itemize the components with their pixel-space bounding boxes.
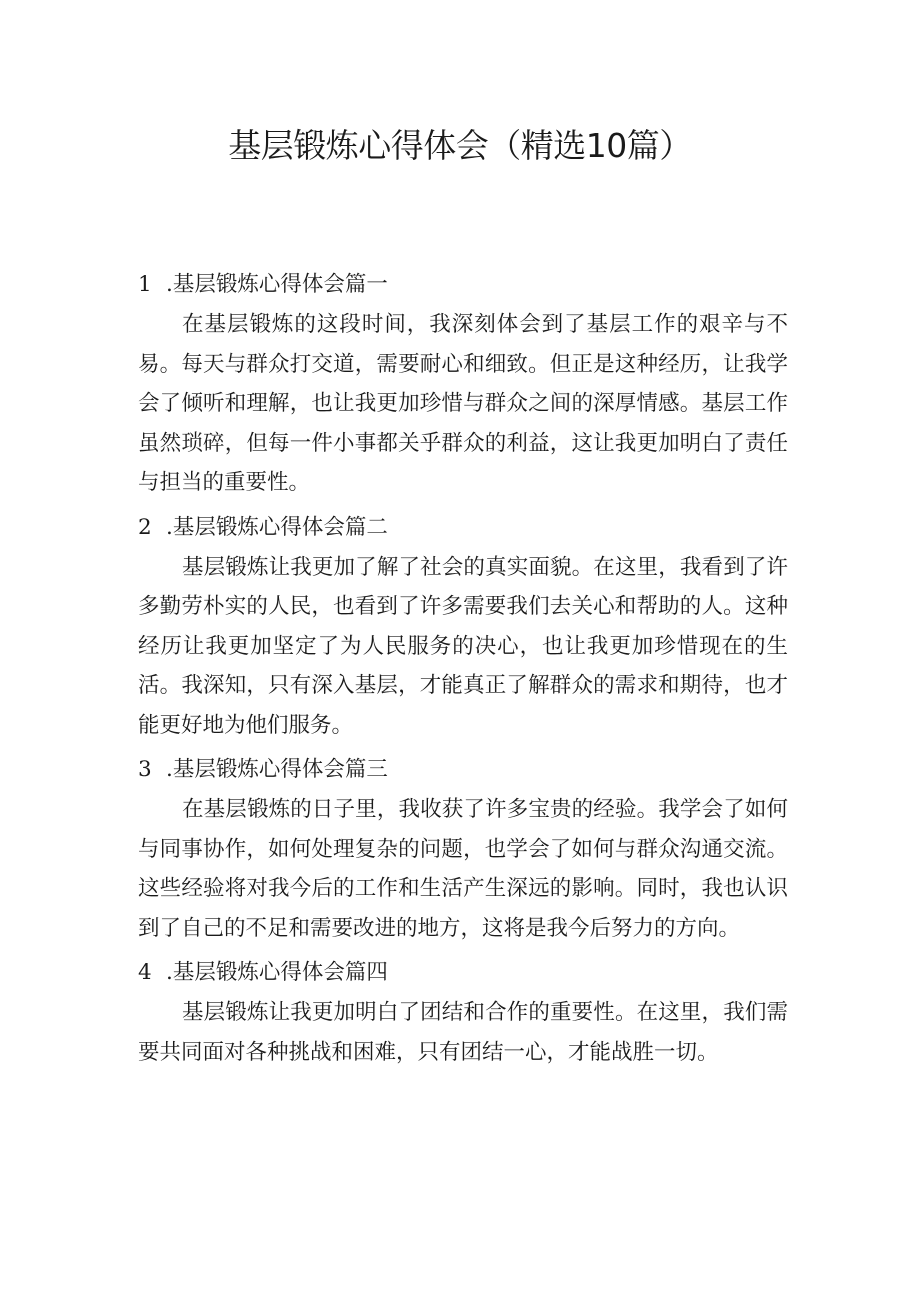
- section-number: 3: [138, 757, 152, 782]
- section-heading-text: .基层锻炼心得体会篇一: [166, 272, 388, 297]
- section-1: [138, 265, 788, 503]
- section-heading: [138, 750, 788, 790]
- section-3: [138, 750, 788, 948]
- section-number: 2: [138, 514, 152, 540]
- section-number: 1: [138, 272, 152, 297]
- section-body: 基层锻炼让我更加明白了团结和合作的重要性。在这里，我们需要共同面对各种挑战和困难，只有团结一心，才能战胜一切。: [138, 1000, 788, 1065]
- section-body: 基层锻炼让我更加了解了社会的真实面貌。在这里，我看到了许多勤劳朴实的人民，也看到了许多需要我们去关心和帮助的人。这种经历让我更加坚定了为人民服务的决心，也让我更加珍惜现在的生活。我深知，只有深入基层，才能真正了解群众的需求和期待，也才能更好地为他们服务。: [138, 554, 788, 738]
- section-body: 在基层锻炼的这段时间，我深刻体会到了基层工作的艰辛与不易。每天与群众打交道，需要耐心和细致。但正是这种经历，让我学会了倾听和理解，也让我更加珍惜与群众之间的深厚情感。基层工作虽然琐碎，但每一件小事都关乎群众的利益，这让我更加明白了责任与担当的重要性。: [138, 312, 788, 495]
- section-heading: [138, 508, 788, 548]
- section-4: [138, 953, 788, 1072]
- section-number: 4: [138, 960, 152, 985]
- section-heading: [138, 265, 788, 305]
- section-heading-text: .基层锻炼心得体会篇三: [166, 757, 388, 782]
- section-body: 在基层锻炼的日子里，我收获了许多宝贵的经验。我学会了如何与同事协作，如何处理复杂的问题，也学会了如何与群众沟通交流。这些经验将对我今后的工作和生活产生深远的影响。同时，我也认识到了自己的不足和需要改进的地方，这将是我今后努力的方向。: [138, 797, 788, 941]
- document-title: 基层锻炼心得体会（精选10篇）: [228, 126, 692, 165]
- section-2: [138, 508, 788, 746]
- section-heading-text: .基层锻炼心得体会篇二: [166, 514, 388, 540]
- section-heading-text: .基层锻炼心得体会篇四: [166, 960, 388, 985]
- section-heading: [138, 953, 788, 993]
- document-content: [138, 265, 788, 1077]
